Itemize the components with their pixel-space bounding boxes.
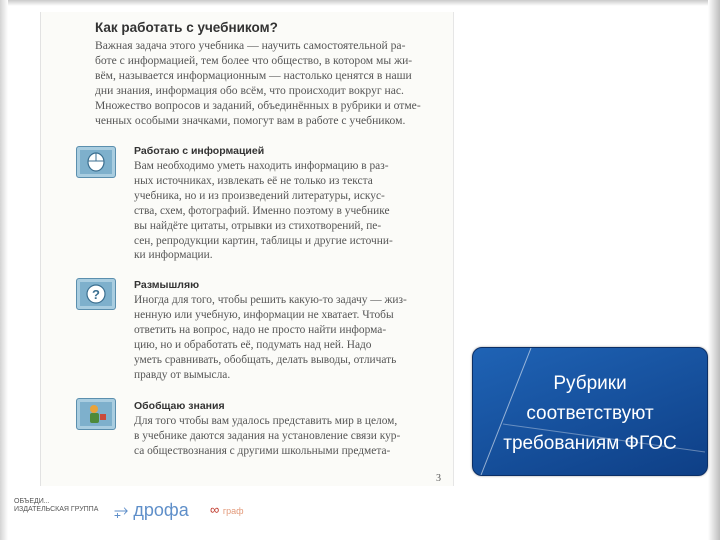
intro-line: вём, называется информационным — настолько ценятся в наши [95, 69, 412, 82]
rubric-text [134, 414, 442, 459]
graf-logo [210, 502, 244, 517]
svg-text:?: ? [92, 287, 100, 302]
slide-frame-left [0, 0, 8, 540]
puzzle-person-icon [76, 398, 116, 430]
rubric-line: сен, репродукции картин, таблицы и другие источни- [134, 234, 393, 247]
intro-line: Важная задача этого учебника — научить самостоятельной ра- [95, 39, 406, 52]
drofa-logo-mark: ⥅ [114, 500, 134, 520]
rubric-line: ства, схем, фотографий. Именно поэтому в учебнике [134, 204, 390, 217]
slide-frame-right [708, 0, 720, 540]
slide-frame-top [0, 0, 720, 6]
rubric-line: уметь сравнивать, обобщать, делать выводы, отличать [134, 353, 397, 366]
question-head-icon [76, 278, 116, 310]
fgos-callout [472, 347, 708, 476]
publisher-logo-line: ИЗДАТЕЛЬСКАЯ ГРУППА [14, 506, 99, 513]
rubric-text [134, 159, 442, 263]
rubric-line: ных источниках, извлекать её не только из текста [134, 174, 373, 187]
intro-line: ченных особыми значками, помогут вам в работе с учебником. [95, 114, 406, 127]
rubric-title: Работаю с информацией [134, 145, 265, 157]
page-heading: Как работать с учебником? [95, 20, 278, 35]
graf-logo-text: граф [222, 506, 244, 516]
rubric-line: ки информации. [134, 249, 213, 262]
intro-paragraph [95, 38, 443, 128]
rubric-line: правду от вымысла. [134, 368, 231, 381]
mouse-icon [76, 146, 116, 178]
rubric-line: ответить на вопрос, надо не просто найти информа- [134, 323, 387, 336]
rubric-line: ненную или учебную, информации не хватает. Чтобы [134, 308, 394, 321]
rubric-line: в учебнике даются задания на установление связи кур- [134, 429, 401, 442]
rubric-title: Обобщаю знания [134, 400, 225, 412]
callout-line: Рубрики [553, 373, 627, 394]
callout-line: требованиям ФГОС [503, 433, 677, 454]
rubric-line: са обществознания с другими школьными предмета- [134, 444, 391, 457]
rubric-text [134, 293, 442, 382]
rubric-title: Размышляю [134, 279, 200, 291]
rubric-line: Вам необходимо уметь находить информацию в раз- [134, 160, 389, 172]
drofa-logo-text: дрофа [133, 500, 189, 520]
intro-line: боте с информацией, тем более что общество, в котором мы жи- [95, 54, 413, 67]
rubric-line: цию, но и обработать её, подумать над ней. Надо [134, 338, 372, 351]
page-number: 3 [436, 473, 441, 484]
callout-line: соответствуют [526, 403, 654, 424]
publisher-logo-group [14, 498, 98, 514]
rubric-line: Для того чтобы вам удалось представить мир в целом, [134, 415, 398, 427]
rubric-line: учебника, но и из произведений литературы, искус- [134, 189, 385, 202]
intro-line: дни знания, информация обо всём, что происходит вокруг нас. [95, 84, 404, 97]
graf-logo-mark: ∞ [210, 502, 223, 517]
drofa-logo [114, 500, 189, 521]
intro-line: Множество вопросов и заданий, объединённых в рубрики и отме- [95, 99, 421, 112]
callout-text [473, 369, 707, 459]
publisher-logo-line: ОБЪЕДИ... [14, 498, 50, 505]
rubric-line: Иногда для того, чтобы решить какую-то задачу — жиз- [134, 294, 407, 306]
rubric-line: вы найдёте цитаты, отрывки из стихотворений, пе- [134, 219, 382, 232]
